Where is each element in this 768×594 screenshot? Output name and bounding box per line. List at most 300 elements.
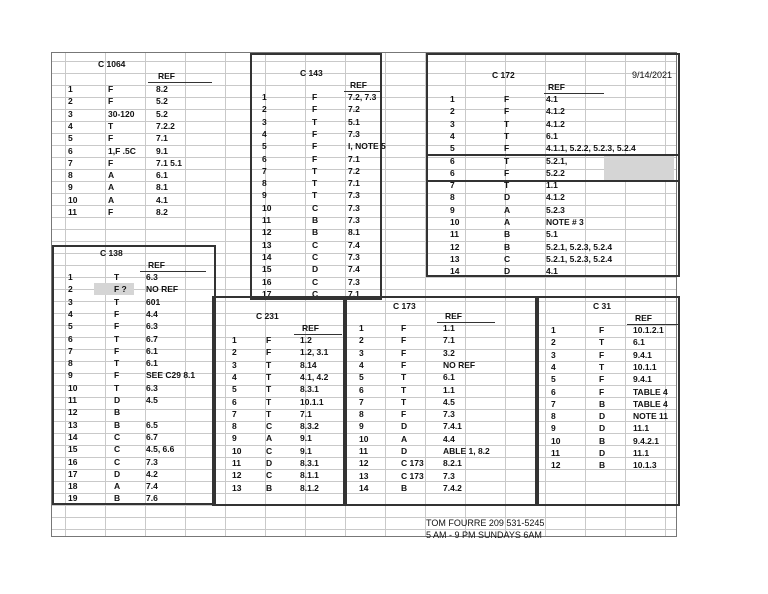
ref-value: 4.2 <box>146 468 158 479</box>
ref-value: 8.1 <box>348 227 360 238</box>
table-row <box>252 263 380 275</box>
row-number: 10 <box>359 433 369 444</box>
answer: F <box>108 84 114 94</box>
table-row <box>214 396 345 408</box>
answer: A <box>108 194 115 205</box>
table-row <box>345 396 537 408</box>
ref-value: 8.1.1 <box>300 470 319 481</box>
answer: B <box>312 215 319 225</box>
ref-value: 11.1 <box>633 423 650 434</box>
row-number: 9 <box>68 182 73 193</box>
row-number: 10 <box>232 445 242 456</box>
table-row <box>537 324 678 336</box>
ref-value: 7.4 <box>348 239 360 250</box>
table-row <box>54 443 214 455</box>
table-row <box>428 241 678 253</box>
table-row <box>345 420 537 432</box>
table-title: C 143 <box>300 68 323 78</box>
ref-value: 7.3 <box>348 276 360 287</box>
ref-value: NOTE 11 <box>633 411 668 422</box>
answer: F <box>108 96 114 107</box>
ref-value: 11.1 <box>633 448 650 458</box>
table-row <box>345 371 537 383</box>
row-number: 9 <box>551 423 556 434</box>
ref-value: 7.1 5.1 <box>156 157 182 168</box>
answer: C 173 <box>401 458 424 469</box>
row-number: 8 <box>232 421 237 432</box>
table-row <box>345 482 537 494</box>
answer: F <box>599 374 605 385</box>
table-row <box>345 470 537 482</box>
table-row <box>54 394 214 406</box>
answer: T <box>266 359 272 370</box>
table-row <box>428 179 678 191</box>
ref-value: 4.5 <box>146 395 158 405</box>
answer: F <box>504 143 510 154</box>
ref-value: 7.1 <box>300 408 312 419</box>
ref-value: I, NOTE 5 <box>348 141 386 152</box>
ref-value: 5.2.1, 5.2.3, 5.2.4 <box>546 241 613 252</box>
answer: F <box>312 153 318 164</box>
answer: T <box>504 130 510 141</box>
row-number: 4 <box>68 120 73 131</box>
ref-value: 10.1.1 <box>300 396 324 407</box>
answer: T <box>599 337 605 348</box>
ref-column-header: REF <box>548 82 565 92</box>
answer: T <box>504 155 510 166</box>
table-row <box>537 349 678 361</box>
ref-value: 7.3 <box>348 202 360 213</box>
ref-value: 4.4 <box>443 433 455 444</box>
answer: D <box>312 264 319 275</box>
answer: T <box>504 118 510 129</box>
ref-value: 9.1 <box>300 433 312 444</box>
answer: B <box>599 460 606 471</box>
row-number: 2 <box>232 347 237 358</box>
row-number: 7 <box>262 165 267 176</box>
row-number: 19 <box>68 493 78 504</box>
ref-value: TABLE 4 <box>633 386 668 397</box>
row-number: 2 <box>262 104 267 115</box>
table-row <box>428 265 678 277</box>
table-row <box>345 359 537 371</box>
table-row <box>252 140 386 152</box>
table-row <box>345 334 537 346</box>
row-number: 9 <box>450 204 455 215</box>
row-number: 14 <box>68 431 78 442</box>
row-number: 14 <box>359 482 369 493</box>
answer: T <box>114 272 120 282</box>
ref-value: 9.1 <box>156 145 168 156</box>
table-row <box>537 398 678 410</box>
answer: A <box>114 481 121 492</box>
table-row <box>428 228 678 240</box>
answer: A <box>108 182 115 193</box>
table-row <box>252 251 380 263</box>
row-number: 12 <box>232 470 242 481</box>
table-row <box>52 120 250 132</box>
table-row <box>214 383 345 395</box>
answer: T <box>114 296 120 307</box>
table-row <box>214 469 345 481</box>
answer: F <box>401 335 407 346</box>
answer: F <box>599 349 605 360</box>
row-number: 11 <box>450 229 459 240</box>
table-c31 <box>535 296 680 506</box>
table-c173 <box>343 296 539 506</box>
answer: D <box>114 395 121 405</box>
row-number: 13 <box>450 253 460 264</box>
table-row <box>345 384 537 396</box>
answer: D <box>504 266 511 277</box>
row-number: 17 <box>68 468 78 479</box>
row-number: 2 <box>68 284 73 295</box>
table-row <box>52 145 250 157</box>
row-number: 1 <box>262 92 267 102</box>
table-row <box>52 157 250 169</box>
ref-value: 1.2 <box>300 335 312 345</box>
ref-value: 5.2.1, <box>546 155 568 166</box>
row-number: 13 <box>359 470 369 481</box>
table-row <box>52 132 250 144</box>
ref-value: 5.2.2 <box>546 167 565 178</box>
row-number: 8 <box>68 358 73 369</box>
ref-value: 8.3.1 <box>300 384 319 395</box>
answer: A <box>504 217 511 227</box>
ref-value: NO REF <box>443 359 476 370</box>
row-number: 5 <box>359 372 364 383</box>
ref-value: 6.5 <box>146 419 158 430</box>
table-row <box>214 482 345 494</box>
answer: B <box>114 407 121 418</box>
ref-value: 6.1 <box>633 337 645 348</box>
ref-value: 4.1.2 <box>546 192 565 203</box>
row-number: 10 <box>551 435 561 446</box>
table-row <box>252 116 380 128</box>
answer: B <box>599 435 606 446</box>
ref-value: SEE C29 8.1 <box>146 370 196 381</box>
ref-value: 4.1.2 <box>546 106 565 117</box>
answer: A <box>266 433 273 444</box>
answer: A <box>401 433 408 444</box>
row-number: 10 <box>68 194 78 205</box>
answer: F <box>114 321 120 332</box>
row-number: 1 <box>68 272 73 282</box>
table-row <box>345 433 537 445</box>
table-row <box>54 333 214 345</box>
row-number: 12 <box>551 460 561 471</box>
table-row <box>252 202 380 214</box>
table-row <box>252 165 380 177</box>
sheet-date: 9/14/2021 <box>632 70 673 80</box>
ref-value: 1.1 <box>443 323 455 333</box>
answer: F <box>401 359 407 370</box>
row-number: 13 <box>232 482 242 493</box>
ref-value: 5.2 <box>156 96 168 107</box>
table-title: C 1064 <box>98 59 126 69</box>
ref-value: 7.4 <box>146 481 158 492</box>
table-c1064 <box>52 52 250 246</box>
row-number: 6 <box>450 155 455 166</box>
answer: D <box>266 458 273 468</box>
table-row <box>252 189 380 201</box>
ref-value: 7.4.1 <box>443 421 462 432</box>
ref-value: 7.6 <box>146 493 158 504</box>
answer: C <box>114 431 121 442</box>
table-row <box>428 130 678 142</box>
answer: T <box>114 382 120 393</box>
row-number: 15 <box>262 264 272 275</box>
table-row <box>54 320 214 332</box>
ref-value: 8.2 <box>156 207 168 217</box>
answer: T <box>114 333 120 344</box>
row-number: 4 <box>450 130 455 141</box>
row-number: 14 <box>450 266 460 277</box>
table-c172 <box>426 53 680 277</box>
row-number: 11 <box>68 395 77 405</box>
row-number: 5 <box>232 384 237 395</box>
ref-value: 6.1 <box>156 170 168 181</box>
answer: C <box>312 239 319 250</box>
table-row <box>428 191 678 203</box>
ref-value: 7.3 <box>348 251 360 262</box>
answer: F <box>114 308 120 319</box>
answer: B <box>312 227 319 238</box>
row-number: 4 <box>232 371 237 382</box>
row-number: 2 <box>68 96 73 107</box>
table-row <box>537 336 678 348</box>
table-row <box>252 226 380 238</box>
answer: D <box>599 423 606 434</box>
answer: F <box>114 345 120 356</box>
row-number: 7 <box>68 345 73 356</box>
row-number: 14 <box>262 251 272 262</box>
answer: C <box>266 421 273 432</box>
answer: C <box>266 445 273 456</box>
table-row <box>428 142 678 154</box>
ref-value: 10.1.2.1 <box>633 325 664 335</box>
answer: T <box>401 384 407 395</box>
answer: F <box>504 94 510 104</box>
table-row <box>252 276 380 288</box>
row-number: 11 <box>232 458 241 468</box>
ref-value: NOTE # 3 <box>546 217 584 227</box>
row-number: 12 <box>450 241 460 252</box>
table-row <box>214 408 345 420</box>
row-number: 16 <box>262 276 272 287</box>
row-number: 3 <box>68 108 73 119</box>
ref-value: 5.2.1, 5.2.3, 5.2.4 <box>546 253 613 264</box>
row-number: 6 <box>450 167 455 178</box>
table-row <box>537 447 678 459</box>
table-row <box>214 457 345 469</box>
table-row <box>54 480 214 492</box>
table-row <box>52 95 250 107</box>
row-number: 5 <box>68 133 73 144</box>
ref-value: 7.1 <box>348 178 360 189</box>
answer: C <box>312 276 319 287</box>
ref-value: 7.1 <box>348 153 360 164</box>
answer: T <box>108 120 114 131</box>
table-row <box>428 216 678 228</box>
row-number: 4 <box>359 359 364 370</box>
table-row <box>252 91 380 103</box>
answer: C 173 <box>401 470 424 481</box>
table-row <box>214 346 345 358</box>
table-row <box>52 83 250 95</box>
row-number: 1 <box>551 325 556 335</box>
answer: F <box>401 347 407 358</box>
table-row <box>52 194 250 206</box>
row-number: 3 <box>450 118 455 129</box>
answer: 1,F .5C <box>108 145 136 156</box>
answer: T <box>266 408 272 419</box>
answer: B <box>266 482 273 493</box>
ref-value: 6.3 <box>146 272 158 282</box>
ref-value: 9.4.2.1 <box>633 435 659 446</box>
ref-column-header: REF <box>350 80 367 90</box>
row-number: 1 <box>232 335 237 345</box>
table-row <box>428 93 678 105</box>
row-number: 5 <box>68 321 73 332</box>
row-number: 10 <box>450 217 460 227</box>
answer: D <box>599 411 606 422</box>
ref-value: 7.4.2 <box>443 482 462 493</box>
table-row <box>345 445 537 457</box>
footer-contact-line: TOM FOURRE 209 531-5245 <box>426 518 545 528</box>
row-number: 8 <box>551 411 556 422</box>
row-number: 4 <box>262 128 267 139</box>
answer: F <box>108 157 114 168</box>
row-number: 7 <box>232 408 237 419</box>
row-number: 18 <box>68 481 78 492</box>
ref-value: 8.3.1 <box>300 458 319 468</box>
ref-value: 7.4 <box>348 264 360 275</box>
table-row <box>428 253 678 265</box>
answer: B <box>504 229 511 240</box>
answer: F <box>108 207 114 217</box>
ref-value: 9.4.1 <box>633 374 652 385</box>
answer: B <box>114 419 121 430</box>
ref-value: 8.1.2 <box>300 482 319 493</box>
row-number: 1 <box>359 323 364 333</box>
ref-value: 6.1 <box>146 358 158 369</box>
row-number: 12 <box>262 227 272 238</box>
answer: T <box>312 178 318 189</box>
row-number: 7 <box>68 157 73 168</box>
table-row <box>54 468 214 480</box>
table-row <box>537 361 678 373</box>
answer: D <box>599 448 606 458</box>
table-row <box>428 118 678 130</box>
table-row <box>428 204 678 216</box>
ref-value: 7.3 <box>348 190 360 201</box>
ref-value: 9.4.1 <box>633 349 652 360</box>
ref-value: 4.1 <box>546 94 558 104</box>
ref-value: 7.3 <box>146 456 158 467</box>
row-number: 17 <box>262 288 272 299</box>
table-row <box>345 408 537 420</box>
row-number: 10 <box>262 202 272 213</box>
ref-column-header: REF <box>148 260 165 270</box>
ref-value: 4.1.2 <box>546 118 565 129</box>
ref-value: 5.2 <box>156 108 168 119</box>
table-row <box>54 271 214 283</box>
table-row <box>54 308 214 320</box>
row-number: 12 <box>68 407 78 418</box>
row-number: 7 <box>450 180 455 191</box>
answer: F <box>312 128 318 139</box>
answer: F <box>599 325 605 335</box>
table-row <box>252 239 380 251</box>
row-number: 3 <box>262 116 267 127</box>
answer: C <box>504 253 511 264</box>
answer: F <box>312 104 318 115</box>
answer: C <box>266 470 273 481</box>
table-row <box>252 103 380 115</box>
answer: B <box>599 398 606 409</box>
table-row <box>54 419 214 431</box>
ref-value: 7.2, 7.3 <box>348 92 377 102</box>
ref-value: 7.2 <box>348 165 360 176</box>
ref-value: 4.1.1, 5.2.2, 5.2.3, 5.2.4 <box>546 143 636 154</box>
ref-value: 7.2.2 <box>156 120 175 131</box>
table-row <box>252 214 380 226</box>
answer: D <box>504 192 511 203</box>
row-number: 6 <box>551 386 556 397</box>
row-number: 3 <box>359 347 364 358</box>
row-number: 1 <box>68 84 73 94</box>
table-row <box>345 322 537 334</box>
answer: B <box>114 493 121 504</box>
answer: A <box>108 170 115 181</box>
ref-column-header: REF <box>445 311 462 321</box>
ref-value: 1.1 <box>546 180 558 191</box>
ref-column-header: REF <box>635 313 652 323</box>
answer: F <box>312 92 318 102</box>
table-row <box>54 283 214 295</box>
table-row <box>345 347 537 359</box>
table-row <box>214 334 345 346</box>
ref-value: 6.7 <box>146 431 158 442</box>
ref-value: 6.1 <box>443 372 455 383</box>
ref-column-header: REF <box>302 323 319 333</box>
table-row <box>537 410 678 422</box>
answer: D <box>401 446 408 456</box>
table-title: C 31 <box>593 301 611 311</box>
table-row <box>537 373 678 385</box>
table-row <box>54 406 214 418</box>
ref-value: 6.7 <box>146 333 158 344</box>
row-number: 4 <box>551 361 556 372</box>
answer: D <box>401 421 408 432</box>
row-number: 6 <box>68 333 73 344</box>
ref-value: NO REF <box>146 284 179 295</box>
answer: F <box>114 370 120 381</box>
row-number: 11 <box>68 207 77 217</box>
answer: A <box>504 204 511 215</box>
row-number: 8 <box>450 192 455 203</box>
answer: T <box>599 361 605 372</box>
ref-value: 6.3 <box>146 382 158 393</box>
answer: F <box>312 141 318 152</box>
answer: F <box>108 133 114 144</box>
answer: C <box>312 251 319 262</box>
row-number: 16 <box>68 456 78 467</box>
ref-value: 9.1 <box>300 445 312 456</box>
row-number: 6 <box>262 153 267 164</box>
ref-value: TABLE 4 <box>633 398 668 409</box>
